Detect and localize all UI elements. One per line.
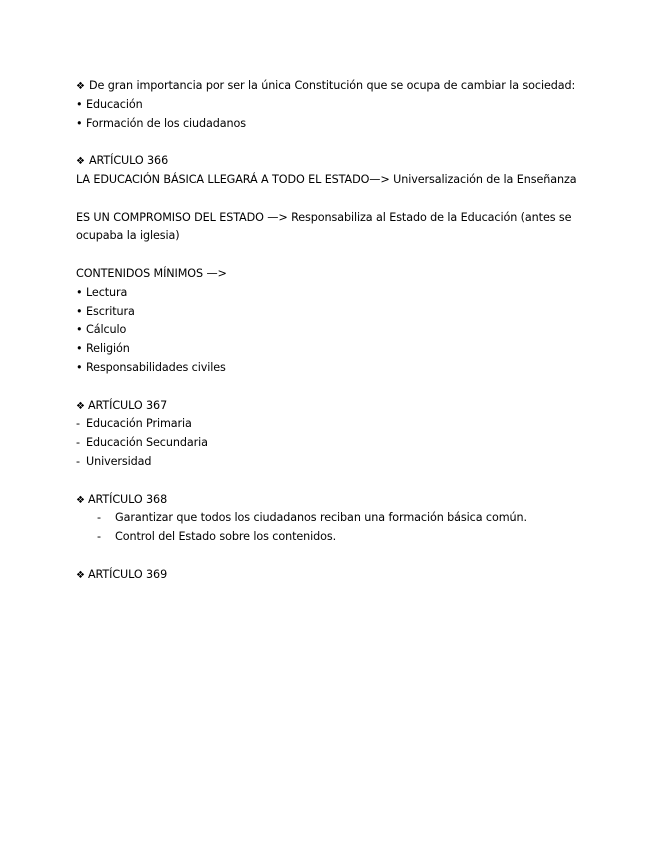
dash-icon: - xyxy=(97,530,101,544)
bullet-icon: • xyxy=(76,323,83,337)
list-item: • Lectura xyxy=(76,284,591,303)
document-body xyxy=(76,77,591,585)
dash-icon: - xyxy=(76,417,80,431)
list-item: • Educación xyxy=(76,96,591,115)
list-item: • Religión xyxy=(76,340,591,359)
article-369-heading: ❖ ARTÍCULO 369 xyxy=(76,566,591,585)
dash-icon: - xyxy=(76,454,80,468)
diamond-bullet-icon: ❖ xyxy=(76,569,85,581)
list-item: - Garantizar que todos los ciudadanos reciban una formación básica común. xyxy=(76,509,591,528)
diamond-bullet-icon: ❖ xyxy=(76,81,85,92)
list-item: • Responsabilidades civiles xyxy=(76,359,591,378)
diamond-bullet-icon: ❖ xyxy=(76,494,85,506)
article-366-line-1: LA EDUCACIÓN BÁSICA LLEGARÁ A TODO EL ESTADO—> Universalización de la Enseñanza xyxy=(76,172,577,186)
bullet-icon: • xyxy=(76,285,83,299)
bullet-icon: • xyxy=(76,304,83,318)
intro-heading-text: De gran importancia por ser la única Constitución que se ocupa de cambiar la sociedad: xyxy=(89,79,576,92)
list-item: - Educación Secundaria xyxy=(76,434,591,453)
bullet-icon: • xyxy=(76,342,83,356)
article-367-heading: ❖ ARTÍCULO 367 xyxy=(76,397,591,416)
list-item: - Educación Primaria xyxy=(76,415,591,434)
bullet-icon: • xyxy=(76,360,83,374)
bullet-icon: • xyxy=(76,116,83,130)
dash-icon: - xyxy=(97,511,101,525)
contents-heading: CONTENIDOS MÍNIMOS —> xyxy=(76,266,227,280)
list-item: • Cálculo xyxy=(76,321,591,340)
intro-heading xyxy=(76,77,591,96)
article-366-line-2: ES UN COMPROMISO DEL ESTADO —> Responsabiliza al Estado de la Educación (antes se ocupaba la iglesia) xyxy=(76,210,572,243)
diamond-bullet-icon: ❖ xyxy=(76,156,85,168)
dash-icon: - xyxy=(76,436,80,450)
article-366-heading: ❖ ARTÍCULO 366 xyxy=(76,152,591,171)
list-item: - Control del Estado sobre los contenidos. xyxy=(76,528,591,547)
list-item: - Universidad xyxy=(76,453,591,472)
diamond-bullet-icon: ❖ xyxy=(76,400,85,412)
list-item: • Formación de los ciudadanos xyxy=(76,115,591,134)
list-item: • Escritura xyxy=(76,303,591,322)
article-368-heading: ❖ ARTÍCULO 368 xyxy=(76,491,591,510)
bullet-icon: • xyxy=(76,97,83,111)
